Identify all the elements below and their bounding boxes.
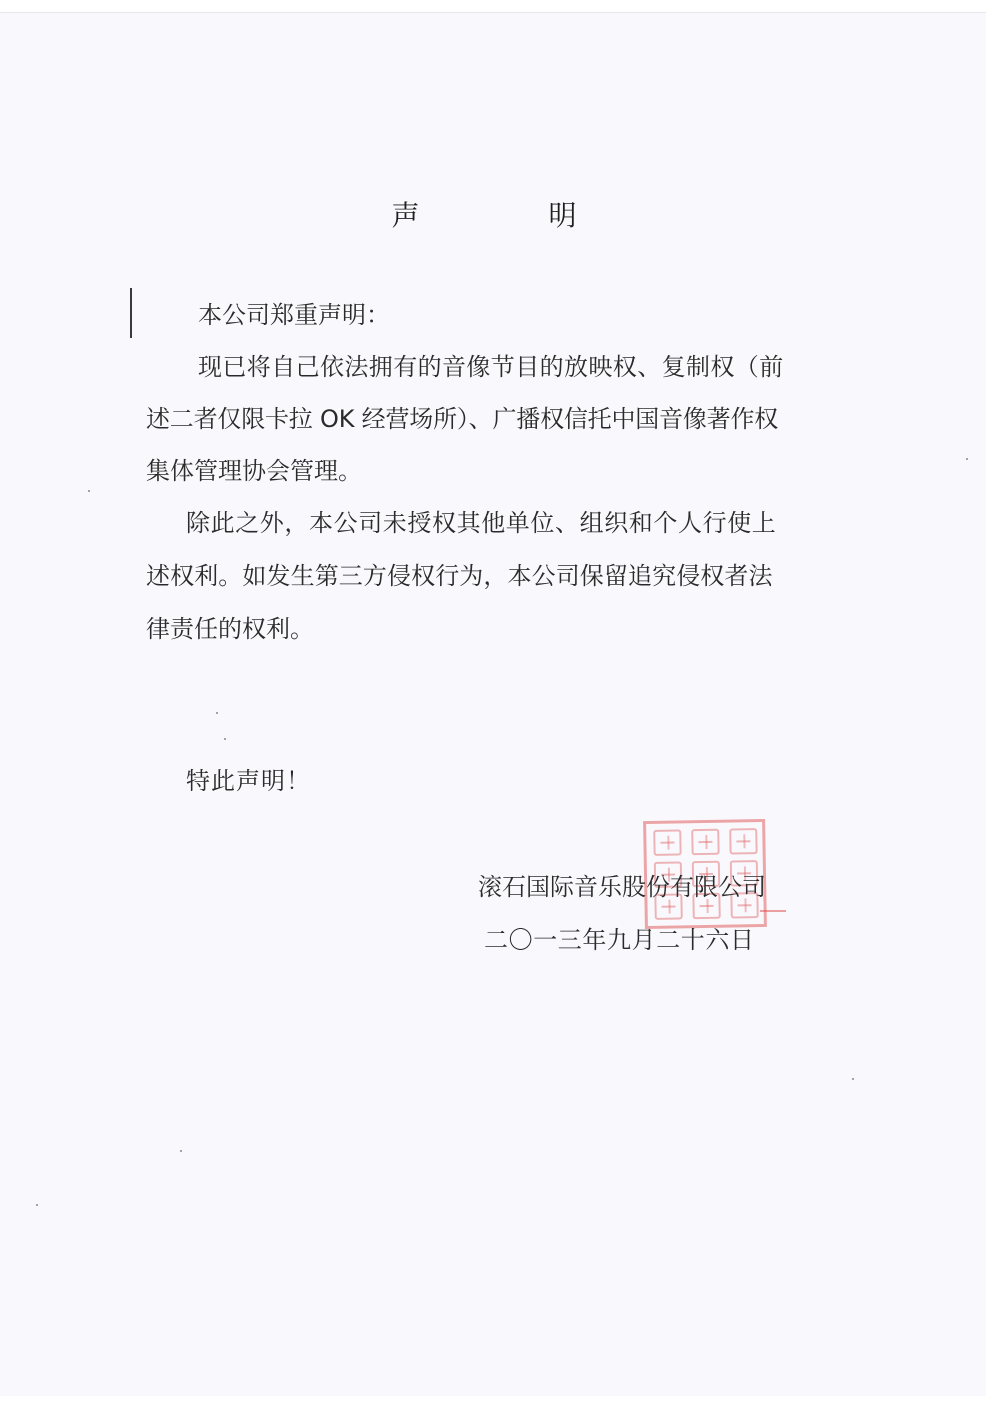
seal-ink-smear xyxy=(760,910,786,912)
scan-speck xyxy=(180,1150,182,1152)
scan-top-edge xyxy=(0,0,992,13)
paragraph-2-line-1: 除此之外，本公司未授权其他单位、组织和个人行使上 xyxy=(186,509,777,537)
scan-speck xyxy=(852,1078,854,1080)
paragraph-intro: 本公司郑重声明： xyxy=(198,301,390,329)
scan-speck xyxy=(216,712,218,714)
closing-statement: 特此声明！ xyxy=(186,767,311,795)
paragraph-1-line-1: 现已将自己依法拥有的音像节目的放映权、复制权（前 xyxy=(198,353,784,381)
scan-speck xyxy=(36,1204,38,1206)
scan-bottom-edge xyxy=(0,1396,992,1402)
scan-speck xyxy=(224,738,226,740)
paragraph-2-line-2: 述权利。如发生第三方侵权行为，本公司保留追究侵权者法 xyxy=(146,562,773,590)
paragraph-1-line-3: 集体管理协会管理。 xyxy=(146,457,362,485)
signature-company: 滚石国际音乐股份有限公司 xyxy=(478,873,766,901)
paragraph-1-line-2: 述二者仅限卡拉 OK 经营场所）、广播权信托中国音像著作权 xyxy=(146,405,779,433)
document-title: 声 明 xyxy=(391,199,637,232)
scan-speck xyxy=(966,458,968,460)
margin-mark xyxy=(130,288,132,338)
signature-date: 二〇一三年九月二十六日 xyxy=(484,926,755,954)
paragraph-2-line-3: 律责任的权利。 xyxy=(146,615,314,643)
scan-speck xyxy=(88,490,90,492)
